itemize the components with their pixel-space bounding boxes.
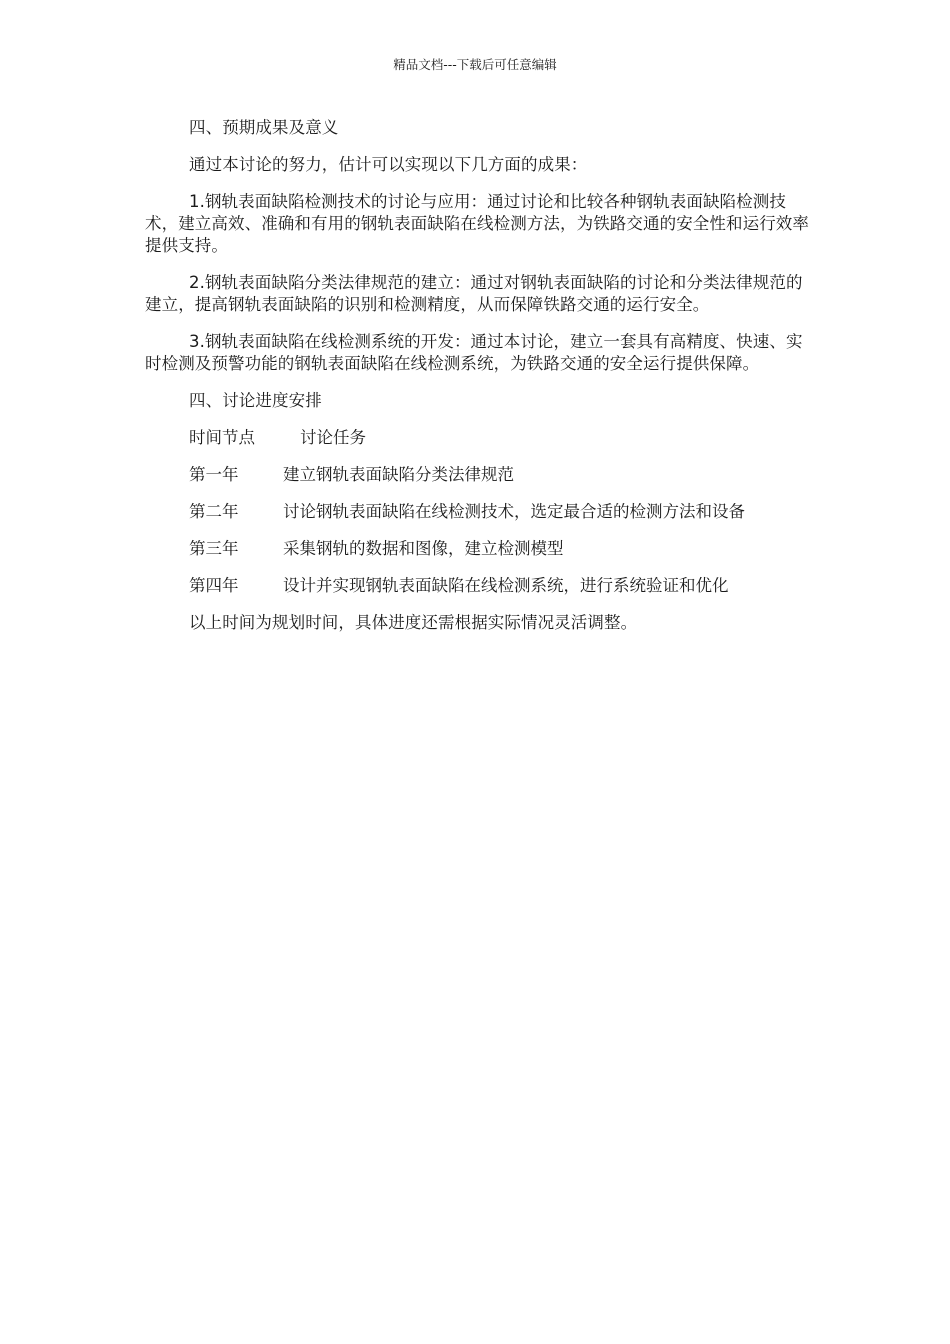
- schedule-row: [189, 538, 817, 560]
- schedule-row: [189, 575, 817, 597]
- intro-paragraph: 通过本讨论的努力，估计可以实现以下几方面的成果：: [189, 155, 588, 174]
- schedule-header-time: 时间节点: [189, 428, 255, 447]
- schedule-time: 第三年: [189, 539, 239, 558]
- schedule-row: [189, 464, 817, 486]
- page-header: 精品文档---下载后可任意编辑: [393, 57, 557, 72]
- schedule-header-task: 讨论任务: [300, 428, 366, 447]
- section-heading-schedule: 四、讨论进度安排: [189, 391, 322, 410]
- result-item-3: 3.钢轨表面缺陷在线检测系统的开发：通过本讨论，建立一套具有高精度、快速、实时检测及预警功能的钢轨表面缺陷在线检测系统，为铁路交通的安全运行提供保障。: [145, 332, 803, 373]
- schedule-task: 采集钢轨的数据和图像，建立检测模型: [283, 539, 564, 558]
- schedule-task: 讨论钢轨表面缺陷在线检测技术，选定最合适的检测方法和设备: [283, 502, 745, 521]
- schedule-row: [189, 501, 817, 523]
- result-item-1: 1.钢轨表面缺陷检测技术的讨论与应用：通过讨论和比较各种钢轨表面缺陷检测技术，建立高效、准确和有用的钢轨表面缺陷在线检测方法，为铁路交通的安全性和运行效率提供支持。: [145, 192, 809, 255]
- schedule-task: 建立钢轨表面缺陷分类法律规范: [283, 465, 514, 484]
- schedule-header-row: [189, 427, 817, 449]
- result-item-2: 2.钢轨表面缺陷分类法律规范的建立：通过对钢轨表面缺陷的讨论和分类法律规范的建立，提高钢轨表面缺陷的识别和检测精度，从而保障铁路交通的运行安全。: [145, 273, 803, 314]
- schedule-time: 第一年: [189, 465, 239, 484]
- schedule-task: 设计并实现钢轨表面缺陷在线检测系统，进行系统验证和优化: [283, 576, 729, 595]
- closing-paragraph: 以上时间为规划时间，具体进度还需根据实际情况灵活调整。: [189, 613, 638, 632]
- document-body: [145, 117, 817, 649]
- schedule-time: 第四年: [189, 576, 239, 595]
- section-heading-expected-results: 四、预期成果及意义: [189, 118, 339, 137]
- schedule-time: 第二年: [189, 502, 239, 521]
